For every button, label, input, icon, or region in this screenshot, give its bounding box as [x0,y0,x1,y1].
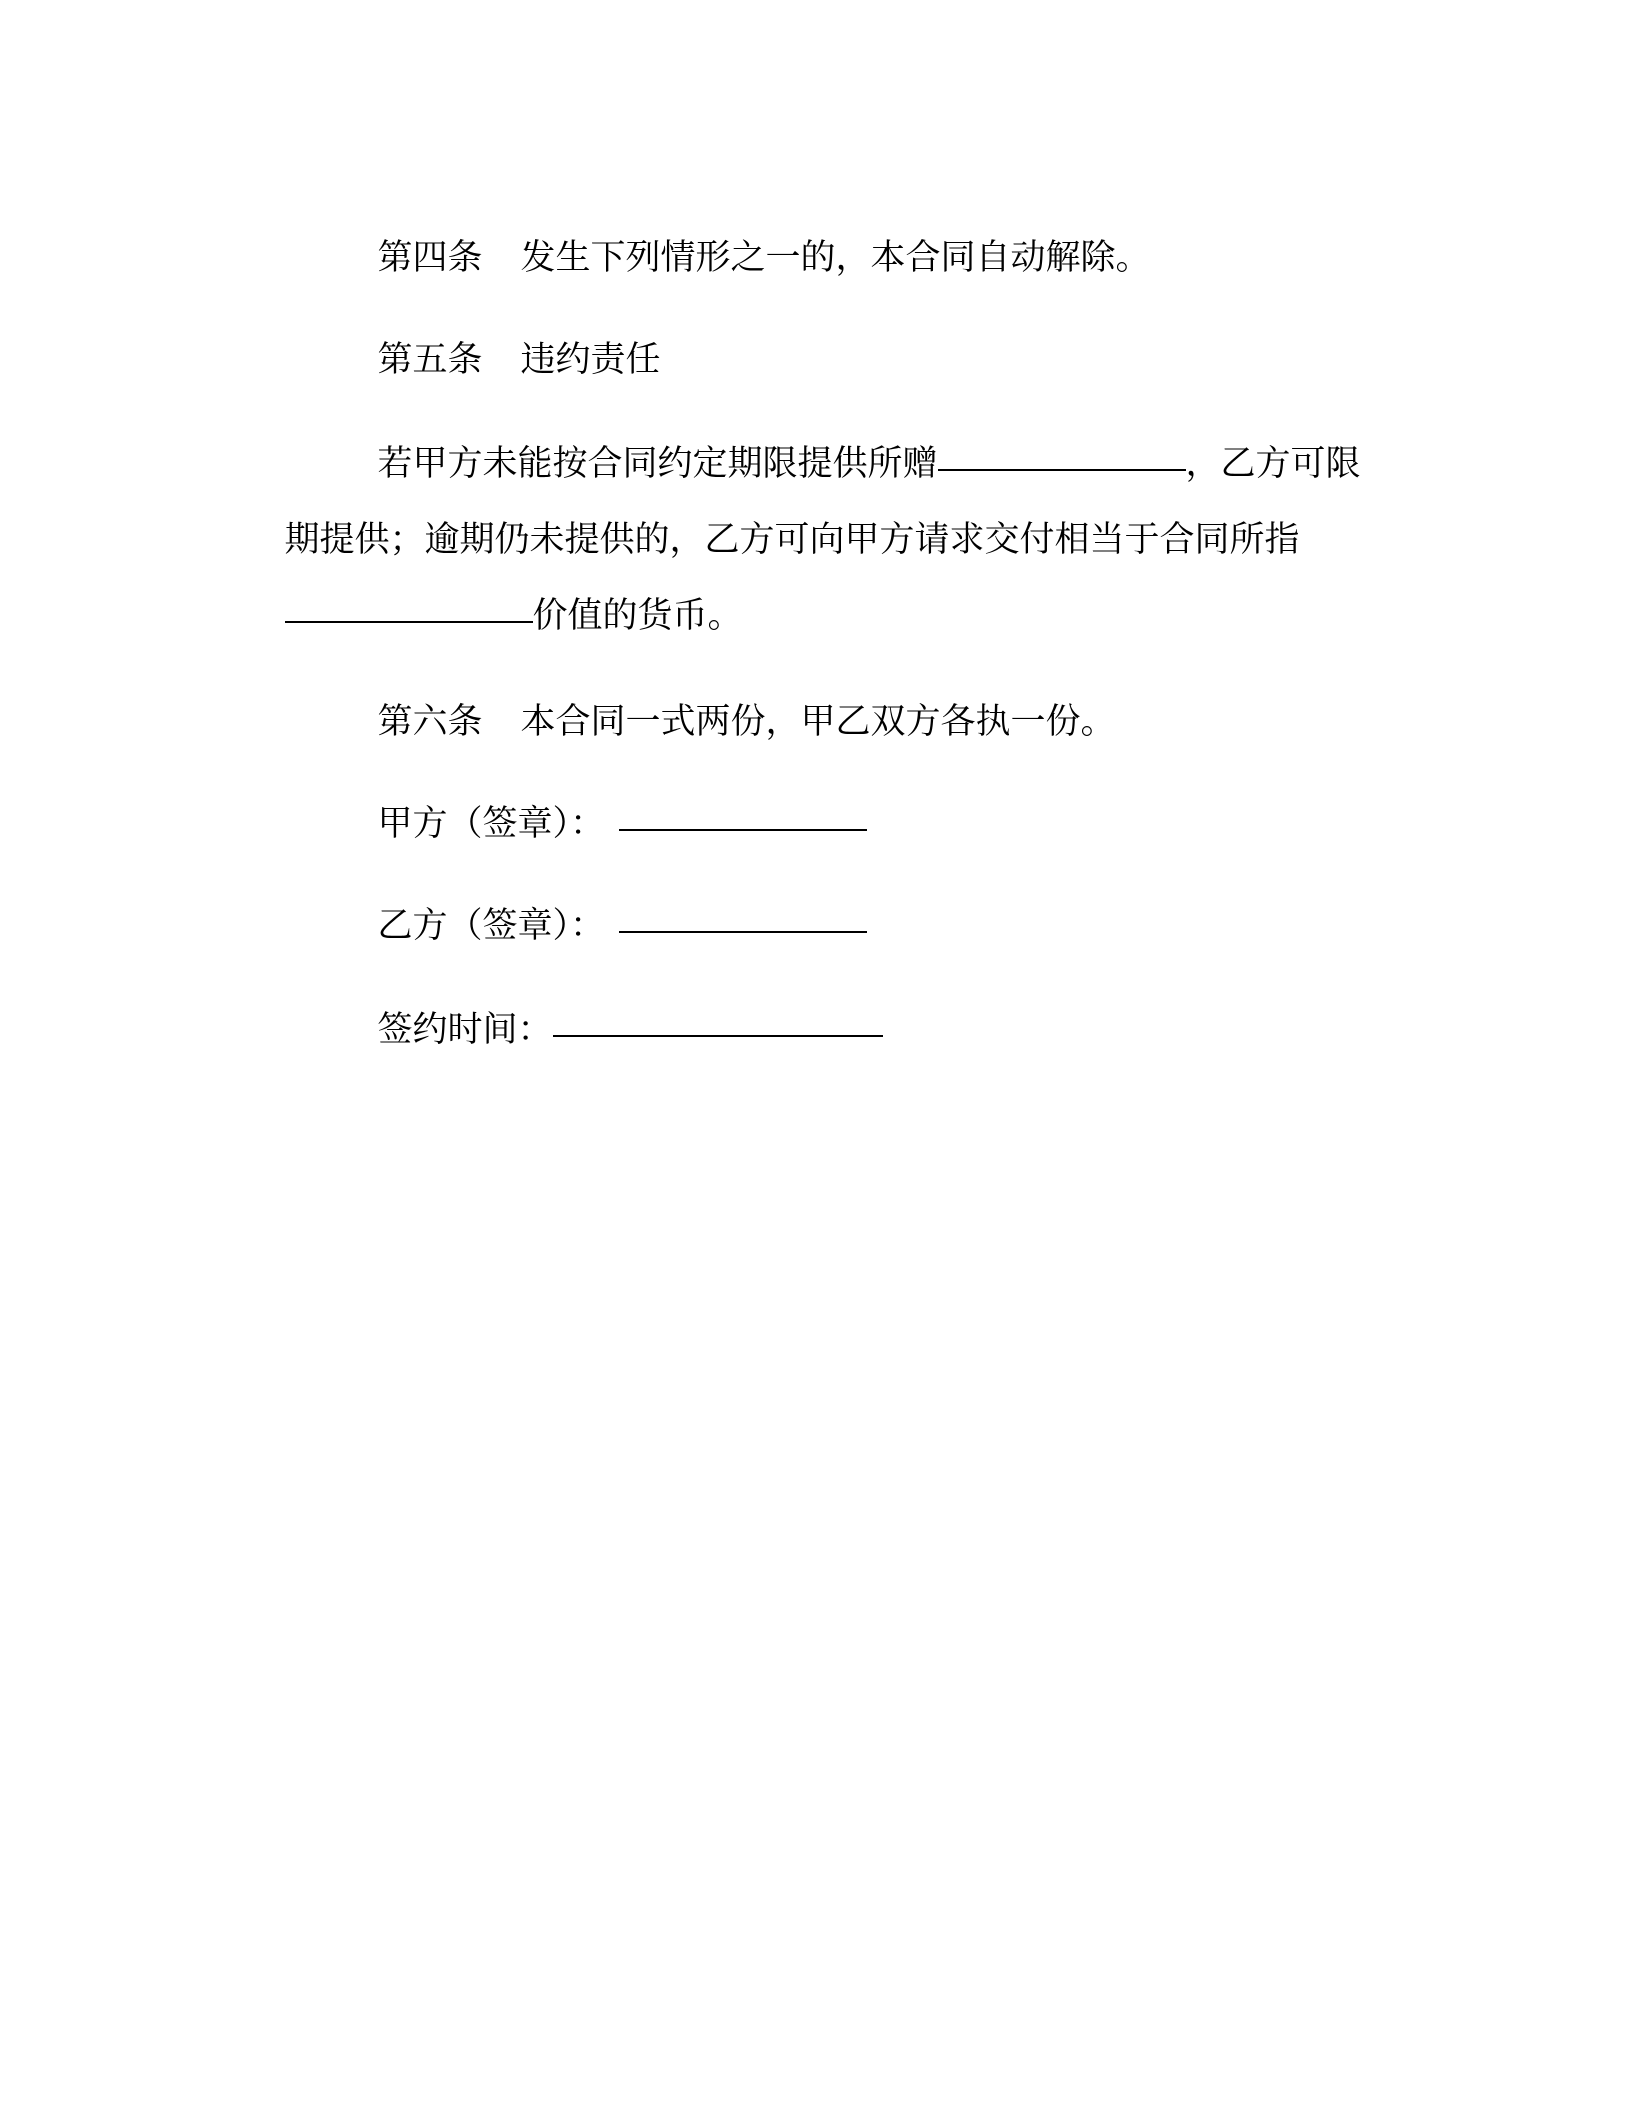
article-5-text-a: 若甲方未能按合同约定期限提供所赠 [377,444,938,484]
article-4-text: 发生下列情形之一的，本合同自动解除。 [520,238,1151,278]
article-4-heading: 第四条 [377,238,483,278]
party-a-signature-blank [619,828,867,831]
party-a-label: 甲方（签章）： [377,804,606,844]
signing-date-line [333,970,883,1090]
article-5-heading: 第五条 [377,340,483,380]
party-b-label: 乙方（签章）： [377,906,606,946]
article-5-text-c: 期提供；逾期仍未提供的，乙方可向甲方请求交付相当于合同所指 [284,520,1300,560]
article-5-paragraph-line-3 [240,556,743,676]
article-6-text: 本合同一式两份，甲乙双方各执一份。 [520,702,1116,742]
article-5-text-b: ，乙方可限 [1185,444,1361,484]
article-5-line [333,300,661,420]
party-b-signature-line [333,866,867,986]
contract-item-blank [285,620,533,623]
party-b-signature-blank [619,930,867,933]
signing-date-blank [553,1034,883,1037]
signing-date-label: 签约时间： [377,1010,553,1050]
article-6-heading: 第六条 [377,702,483,742]
article-5-text-d: 价值的货币。 [532,596,743,636]
article-5-title: 违约责任 [520,340,661,380]
gift-item-blank [938,468,1186,471]
